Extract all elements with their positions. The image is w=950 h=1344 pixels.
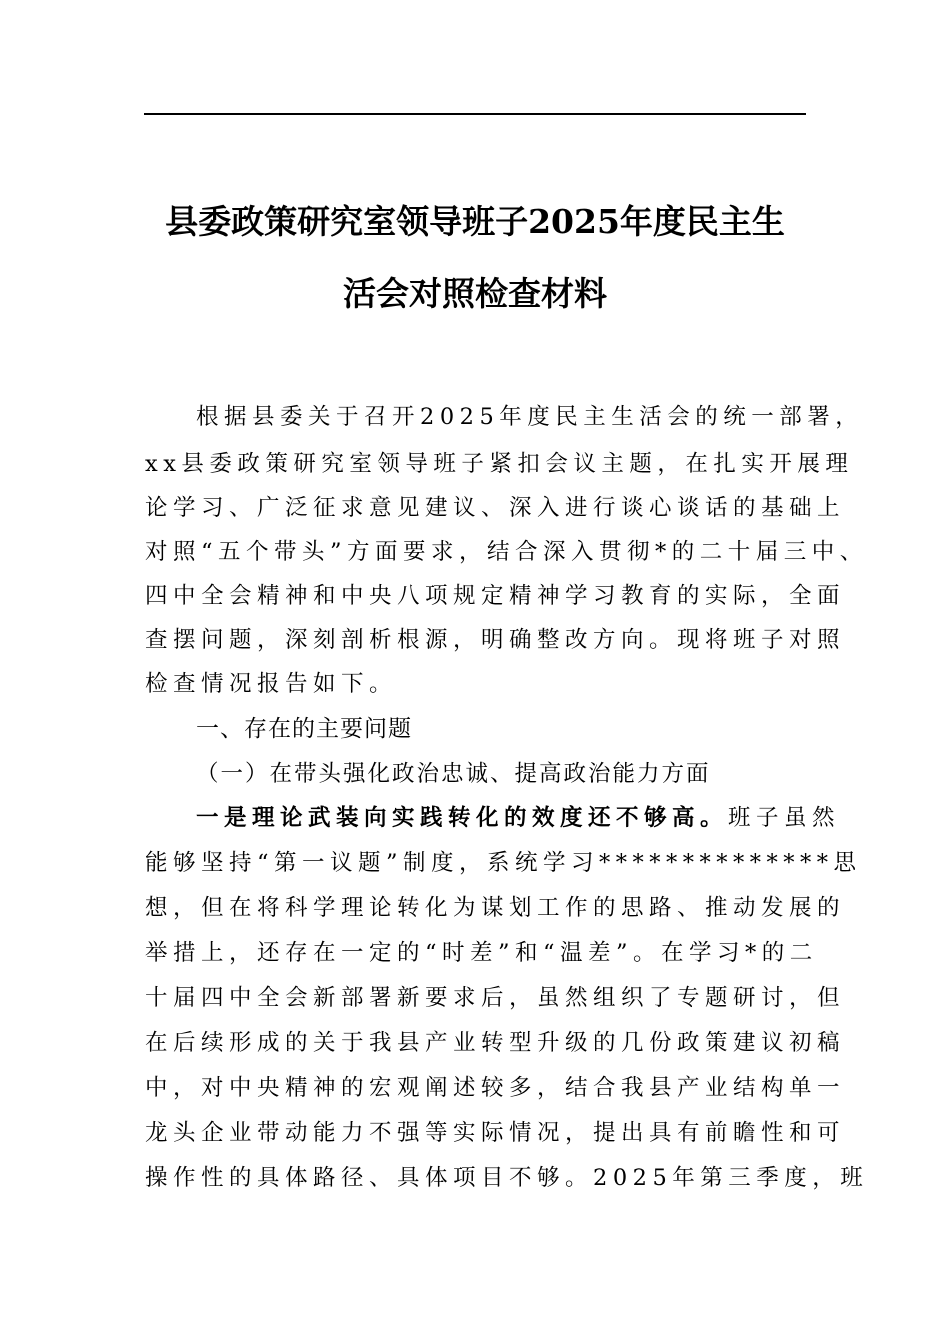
document-title-line-2: 活会对照检查材料 (343, 274, 607, 313)
section-heading: 一、存在的主要问题 (196, 716, 412, 742)
intro-line-2: xx县委政策研究室领导班子紧扣会议主题，在扎实开展理 (145, 451, 854, 477)
intro-line-6: 查摆问题，深刻剖析根源，明确整改方向。现将班子对照 (145, 627, 846, 653)
point-1-line-7: 中，对中央精神的宏观阐述较多，结合我县产业结构单一 (145, 1075, 846, 1101)
intro-line-7: 检查情况报告如下。 (145, 671, 398, 697)
intro-line-4: 对照“五个带头”方面要求，结合深入贯彻*的二十届三中、 (145, 539, 868, 565)
intro-line-1: 根据县委关于召开2025年度民主生活会的统一部署， (196, 404, 864, 430)
point-1-line-2: 能够坚持“第一议题”制度，系统学习**************思 (145, 850, 862, 876)
point-1-line-8: 龙头企业带动能力不强等实际情况，提出具有前瞻性和可 (145, 1120, 846, 1146)
point-1-line-5: 十届四中全会新部署新要求后，虽然组织了专题研讨，但 (145, 985, 846, 1011)
intro-line-3: 论学习、广泛征求意见建议、深入进行谈心谈话的基础上 (145, 495, 846, 521)
point-1-line-4: 举措上，还存在一定的“时差”和“温差”。在学习*的二 (145, 940, 818, 966)
point-1-lead: 一是理论武装向实践转化的效度还不够高。 (196, 805, 729, 831)
point-1-line-6: 在后续形成的关于我县产业转型升级的几份政策建议初稿 (145, 1030, 846, 1056)
point-1-line-9: 操作性的具体路径、具体项目不够。2025年第三季度，班 (145, 1165, 869, 1191)
intro-line-5: 四中全会精神和中央八项规定精神学习教育的实际，全面 (145, 583, 846, 609)
subsection-heading: （一）在带头强化政治忠诚、提高政治能力方面 (196, 761, 711, 787)
header-rule (144, 113, 806, 115)
document-title-line-1: 县委政策研究室领导班子2025年度民主生 (165, 202, 785, 241)
point-1-first-line (196, 803, 840, 833)
point-1-first-rest: 班子虽然 (728, 805, 841, 831)
point-1-line-3: 想，但在将科学理论转化为谋划工作的思路、推动发展的 (145, 895, 846, 921)
